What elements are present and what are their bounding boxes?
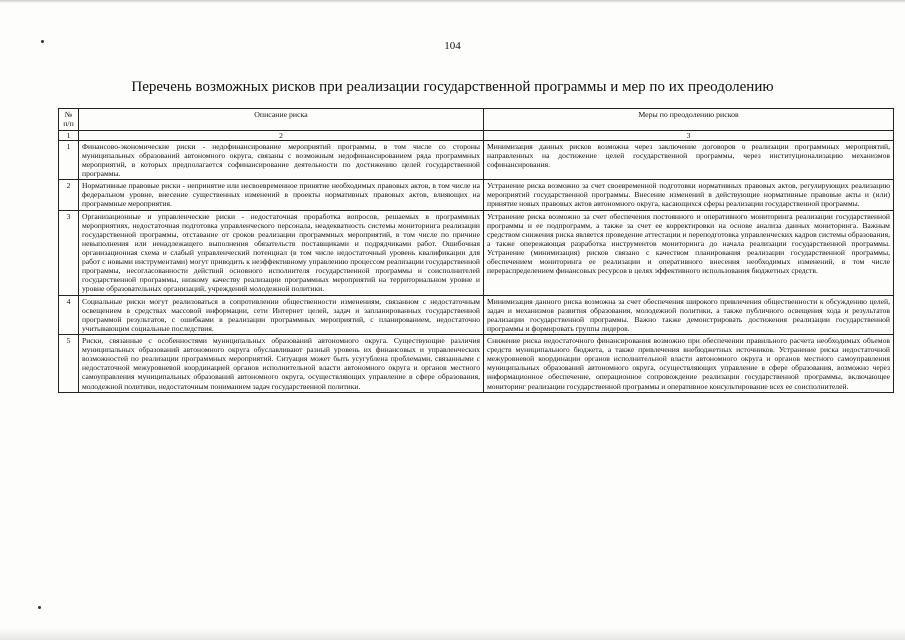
risk-measures: Устранение риска возможно за счет своевременной подготовки нормативных правовых актов, регулирующих реализацию мероприятий государственной программы. Внесение изменений в действующие нормативные правовые акты и (или) принятие новых правовых актов автономного округа, касающихся сферы реализации государственной программы. [484, 180, 894, 210]
row-number: 3 [59, 210, 79, 295]
row-number: 4 [59, 295, 79, 334]
table-body [59, 140, 894, 392]
column-index: 3 [484, 130, 894, 140]
risk-measures: Минимизация данного риска возможна за счет обеспечения широкого привлечения общественности к обсуждению целей, задач и механизмов развития образования, молодежной политики, а также публичного освещения хода и результатов реализации государственной программы. Важно также демонстрировать достижения реализации государственной программы и формировать группы лидеров. [484, 295, 894, 334]
table-row [59, 180, 894, 210]
column-index: 2 [79, 130, 484, 140]
header-number: № п/п [59, 109, 79, 131]
risk-measures: Устранение риска возможно за счет обеспечения постоянного и оперативного мониторинга реализации государственной программы и ее подпрограмм, а также за счет ее корректировки на основе анализа данных мониторинга. Важным средством снижения риска является проведение аттестации и переподготовка управленческих кадров системы образования, а также опережающая разработка инструментов мониторинга до начала реализации государственной программы. Устранение (минимизация) рисков связано с качеством планирования реализации государственной программы, обеспечением мониторинга ее реализации и оперативного внесения необходимых изменений, в том числе перераспределением финансовых ресурсов в целях эффективного использования бюджетных средств. [484, 210, 894, 295]
risk-description: Организационные и управленческие риски - недостаточная проработка вопросов, решаемых в программных мероприятиях, недостаточная подготовка управленческого персонала, неадекватность системы мониторинга реализации государственной программы, отставание от сроков реализации программных мероприятий, в том числе по причине невыполнения или ненадлежащего выполнения обязательств поставщиками и подрядчиками работ. Ошибочная организационная схема и слабый управленческий потенциал (в том числе недостаточный уровень квалификации для работ с новыми инструментами) могут приводить к неэффективному управлению процессом реализации государственной программы, несогласованности действий основного исполнителя государственной программы и соисполнителей государственной программы, низкому качеству реализации программных мероприятий на территориальном уровне и уровне образовательных организаций, учреждений молодежной политики. [79, 210, 484, 295]
row-number: 5 [59, 334, 79, 392]
risk-measures: Снижение риска недостаточного финансирования возможно при обеспечении правильного расчета необходимых объемов средств муниципального бюджета, а также привлечения внебюджетных источников. Устранение риска недостаточной межуровневой координации органов исполнительной власти автономного округа и органов местного самоуправления муниципальных образований автономного округа, осуществляющих управление в сфере образования, возможно через информационное обеспечение, операционное сопровождение реализации государственной программы, включающее мониторинг реализации государственной программы и оперативное консультирование всех ее соисполнителей. [484, 334, 894, 392]
risk-description: Нормативные правовые риски - непринятие или несвоевременное принятие необходимых правовых актов, в том числе на федеральном уровне, внесение существенных изменений в проекты нормативных правовых актов, влияющих на программные мероприятия. [79, 180, 484, 210]
header-measures: Меры по преодолению рисков [484, 109, 894, 131]
scan-top-edge [0, 0, 905, 3]
row-number: 2 [59, 180, 79, 210]
page-number: 104 [444, 40, 461, 52]
risk-measures: Минимизация данных рисков возможна через заключение договоров о реализации программных мероприятий, направленных на достижение целей государственной программы, через институционализацию механизмов софинансирования. [484, 140, 894, 179]
column-index: 1 [59, 130, 79, 140]
document-title: Перечень возможных рисков при реализации государственной программы и мер по их преодолению [131, 79, 774, 95]
table-row [59, 295, 894, 334]
risk-description: Риски, связанные с особенностями муниципальных образований автономного округа. Существующие различия муниципальных образований автономного округа обуславливают разный уровень их финансовых и управленческих возможностей по реализации программных мероприятий. Ситуация может быть усугублена проблемами, связанными с недостаточной межуровневой координацией органов исполнительной власти автономного округа и органов местного самоуправления муниципальных образований автономного округа, осуществляющих управление в сфере образования, молодежной политики, недостаточным пониманием задач государственной политики. [79, 334, 484, 392]
scan-speck [38, 606, 41, 609]
risk-description: Финансово-экономические риски - недофинансирование мероприятий программы, в том числе со стороны муниципальных образований автономного округа, связаны с возможным недофинансированием ряда программных мероприятий, в которых предполагается софинансирование деятельности по достижению целей государственной программы. [79, 140, 484, 179]
scan-bottom-edge [0, 628, 905, 640]
risk-description: Социальные риски могут реализоваться в сопротивлении общественности изменениям, связанном с недостаточным освещением в средствах массовой информации, сети Интернет целей, задач и запланированных государственной программой результатов, с ошибками в реализации программных мероприятий, с планированием, недостаточно учитывающим социальные последствия. [79, 295, 484, 334]
risk-table [58, 108, 894, 393]
table-row [59, 140, 894, 179]
table-header [59, 109, 894, 141]
table-row [59, 210, 894, 295]
table-row [59, 334, 894, 392]
column-index-row [59, 130, 894, 140]
row-number: 1 [59, 140, 79, 179]
header-row [59, 109, 894, 131]
header-description: Описание риска [79, 109, 484, 131]
